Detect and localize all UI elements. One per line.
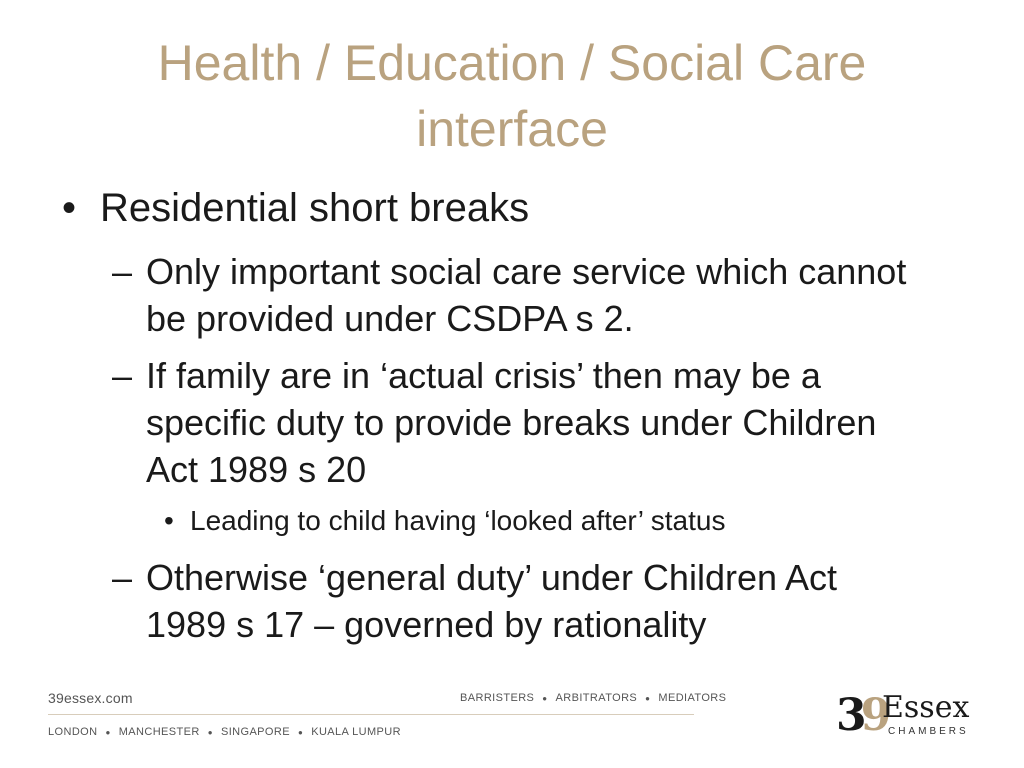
sub-bullet-3-line-1: Otherwise ‘general duty’ under Children Act xyxy=(146,557,838,598)
bullet-icon: • xyxy=(164,505,174,536)
sub-bullet-2-line-3: Act 1989 s 20 xyxy=(146,449,367,490)
bullet-icon: • xyxy=(62,186,77,230)
sub-sub-bullet-text: Leading to child having ‘looked after’ status xyxy=(190,505,726,536)
title-line-1: Health / Education / Social Care xyxy=(157,35,867,91)
sub-bullet-1-line-1: Only important social care service which cannot xyxy=(146,251,907,292)
bullet-text: Residential short breaks xyxy=(100,186,530,230)
city-london: LONDON xyxy=(48,726,98,738)
tag-mediators: MEDIATORS xyxy=(658,692,727,704)
sub-bullet-1-line-2: be provided under CSDPA s 2. xyxy=(146,298,634,339)
dash-icon: – xyxy=(112,251,133,292)
footer-divider xyxy=(48,714,694,715)
tag-arbitrators: ARBITRATORS xyxy=(555,692,638,704)
tag-barristers: BARRISTERS xyxy=(460,692,535,704)
city-kuala-lumpur: KUALA LUMPUR xyxy=(311,726,401,738)
footer-cities: LONDON ● MANCHESTER ● SINGAPORE ● KUALA LUMPUR xyxy=(48,726,401,738)
footer-tagline: BARRISTERS ● ARBITRATORS ● MEDIATORS xyxy=(460,692,727,704)
city-singapore: SINGAPORE xyxy=(220,726,290,738)
essex-chambers-logo xyxy=(836,690,976,742)
city-manchester: MANCHESTER xyxy=(118,726,200,738)
title-line-2: interface xyxy=(416,101,608,157)
sub-bullet-2-line-2: specific duty to provide breaks under Children xyxy=(146,402,877,443)
footer-website: 39essex.com xyxy=(48,690,133,706)
sub-bullet-2-line-1: If family are in ‘actual crisis’ then may be a xyxy=(146,355,821,396)
logo-name: Essex xyxy=(882,690,970,725)
logo-mark-icon: 39 xyxy=(836,690,886,741)
dash-icon: – xyxy=(112,355,133,396)
sub-bullet-3-line-2: 1989 s 17 – governed by rationality xyxy=(146,604,707,645)
slide-title xyxy=(60,30,964,162)
logo-subtitle: CHAMBERS xyxy=(888,726,969,737)
dash-icon: – xyxy=(112,557,133,598)
